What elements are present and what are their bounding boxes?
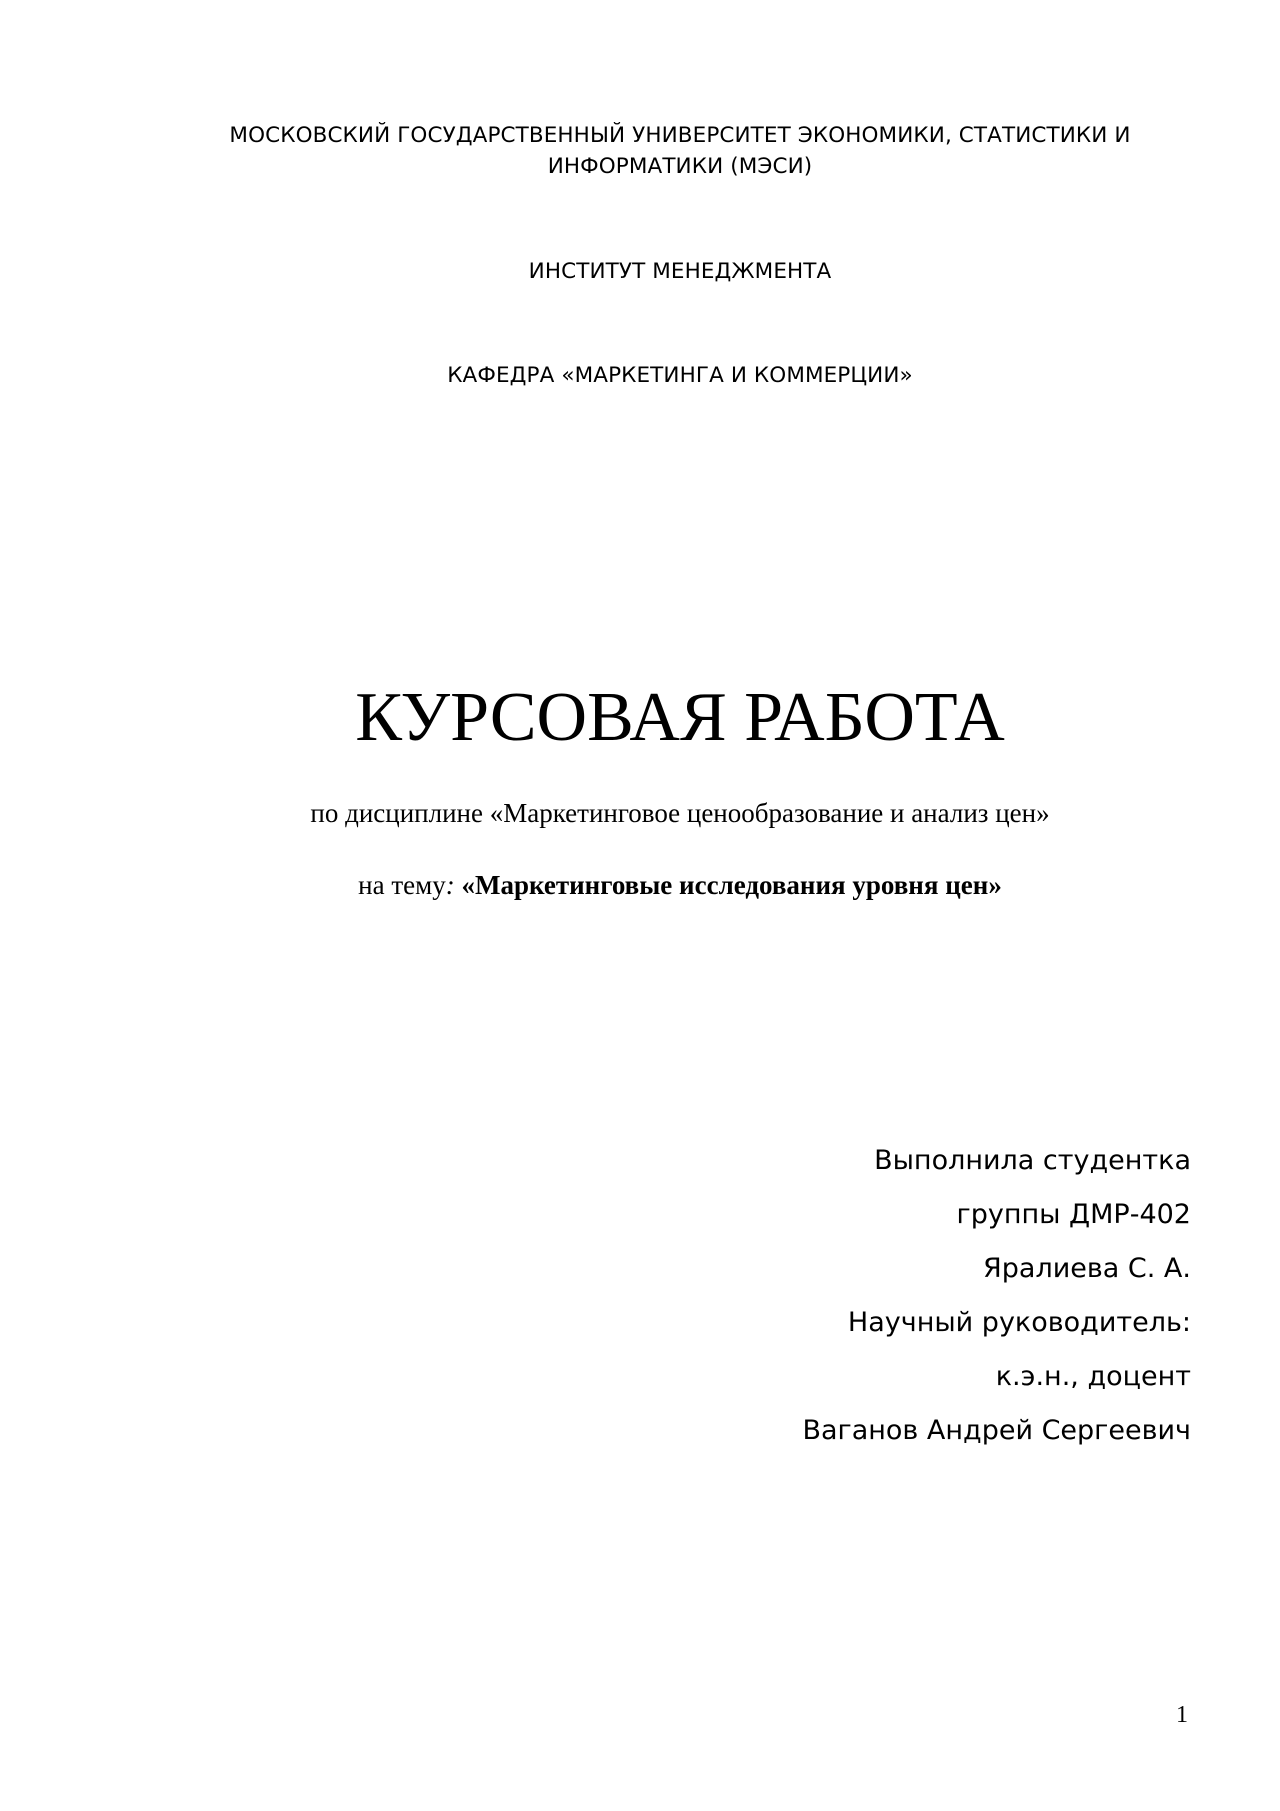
- discipline-line: по дисциплине «Маркетинговое ценообразование и анализ цен»: [310, 798, 1050, 828]
- topic-colon: :: [445, 870, 455, 900]
- topic-value: «Маркетинговые исследования уровня цен»: [461, 870, 1002, 900]
- university-name: МОСКОВСКИЙ ГОСУДАРСТВЕННЫЙ УНИВЕРСИТЕТ ЭКОНОМИКИ, СТАТИСТИКИ И ИНФОРМАТИКИ (МЭСИ): [229, 123, 1131, 179]
- author-group: группы ДМР-402: [956, 1199, 1191, 1230]
- document-title: КУРСОВАЯ РАБОТА: [355, 679, 1005, 756]
- topic-line: [180, 868, 1180, 902]
- supervisor-degree: к.э.н., доцент: [995, 1361, 1191, 1392]
- institute-name: ИНСТИТУТ МЕНЕДЖМЕНТА: [528, 259, 832, 284]
- author-name: Яралиева С. А.: [983, 1253, 1191, 1284]
- supervisor-label: Научный руководитель:: [847, 1307, 1191, 1338]
- page-number: 1: [1176, 1702, 1188, 1728]
- department-name: КАФЕДРА «МАРКЕТИНГА И КОММЕРЦИИ»: [447, 363, 913, 388]
- topic-prefix: на тему: [358, 870, 446, 900]
- author-role: Выполнила студентка: [874, 1145, 1191, 1176]
- supervisor-name: Ваганов Андрей Сергеевич: [802, 1415, 1191, 1446]
- author-block: [491, 1144, 1191, 1468]
